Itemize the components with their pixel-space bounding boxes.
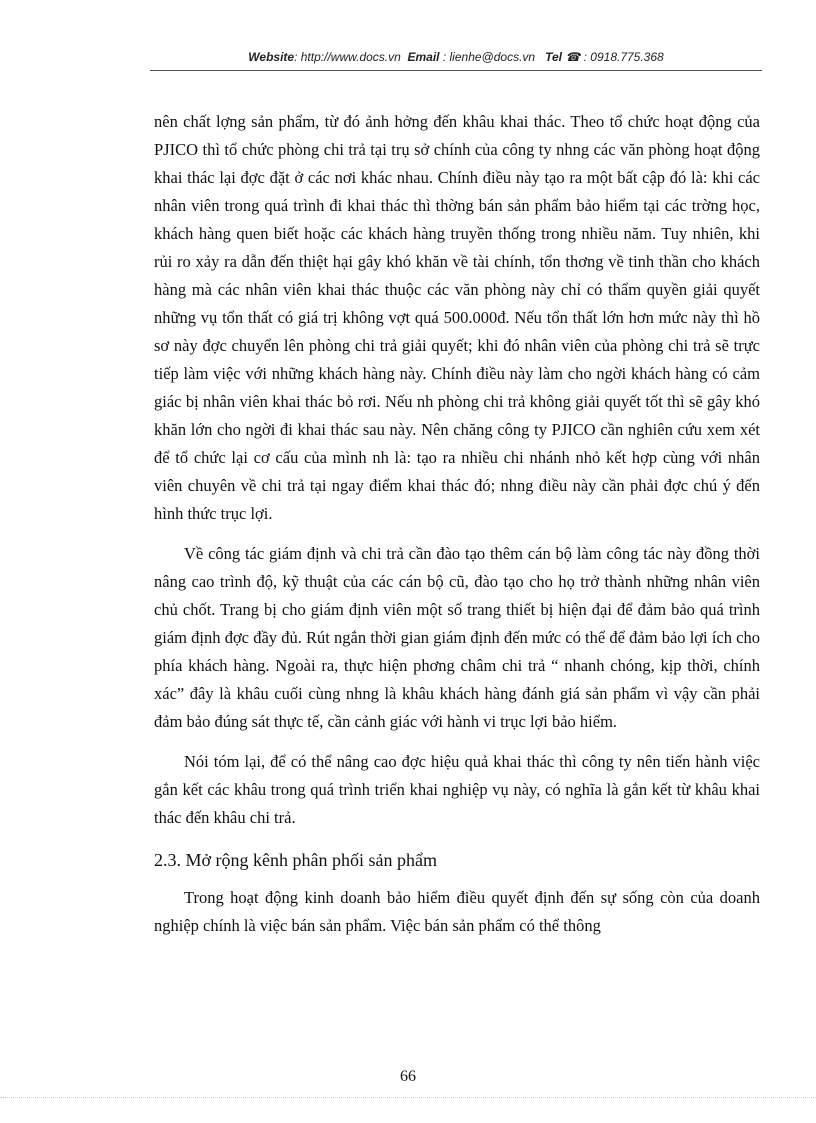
tel-label: Tel xyxy=(545,50,562,64)
paragraph-4: Trong hoạt động kinh doanh bảo hiểm điều quyết định đến sự sống còn của doanh nghiệp chính là việc bán sản phẩm. Việc bán sản phẩm có thể thông xyxy=(154,888,760,935)
footer-divider xyxy=(0,1097,816,1098)
document-body xyxy=(154,108,760,952)
paragraph-3: Nói tóm lại, để có thể nâng cao đợc hiệu quả khai thác thì công ty nên tiến hành việc gắn kết các khâu trong quá trình triển khai nghiệp vụ này, có nghĩa là gắn kết từ khâu khai thác đến khâu chi trả. xyxy=(154,752,760,827)
paragraph-1: nên chất lợng sản phẩm, từ đó ảnh hởng đến khâu khai thác. Theo tổ chức hoạt động của PJICO thì tổ chức phòng chi trả tại trụ sở chính của công ty nhng các văn phòng hoạt động khai thác lại đợc đặt ở các nơi khác nhau. Chính điều này tạo ra một bất cập đó là: khi các nhân viên trong quá trình đi khai thác thì thờng bán sản phẩm bảo hiểm tại các trờng học, khách hàng quen biết hoặc các khách hàng truyền thống trong nhiều năm. Tuy nhiên, khi rủi ro xảy ra dẫn đến thiệt hại gây khó khăn về tài chính, tổn thơng về tinh thần cho khách hàng mà các nhân viên khai thác thuộc các văn phòng này chỉ có thẩm quyền giải quyết những vụ tổn thất có giá trị không vợt quá 500.000đ. Nếu tổn thất lớn hơn mức này thì hồ sơ này đợc chuyển lên phòng chi trả giải quyết; khi đó nhân viên của phòng chi trả sẽ trực tiếp làm việc với những khách hàng này. Chính điều này làm cho ngời khách hàng có cảm giác bị nhân viên khai thác bỏ rơi. Nếu nh phòng chi trả không giải quyết tốt thì sẽ gây khó khăn lớn cho ngời đi khai thác sau này. Nên chăng công ty PJICO cần nghiên cứu xem xét để tổ chức lại cơ cấu của mình nh là: tạo ra nhiều chi nhánh nhỏ kết hợp cùng với nhân viên chuyên về chi trả tại ngay điểm khai thác đó; nhng điều này cần phải đợc chú ý đến hình thức trục lợi. xyxy=(154,112,760,523)
website-label: Website xyxy=(248,50,295,64)
tel-value: ☎ : 0918.775.368 xyxy=(565,50,664,64)
website-value: : http://www.docs.vn xyxy=(294,50,401,64)
email-label: Email xyxy=(407,50,440,64)
header-divider xyxy=(150,70,762,71)
page-number: 66 xyxy=(400,1068,416,1085)
section-heading: 2.3. Mở rộng kênh phân phối sản phẩm xyxy=(154,850,437,870)
email-value: : lienhe@docs.vn xyxy=(442,50,536,64)
page-header xyxy=(150,50,762,64)
paragraph-2: Về công tác giám định và chi trả cần đào tạo thêm cán bộ làm công tác này đồng thời nâng cao trình độ, kỹ thuật của các cán bộ cũ, đào tạo cho họ trở thành những nhân viên chủ chốt. Trang bị cho giám định viên một số trang thiết bị hiện đại để đảm bảo quá trình giám định đợc đầy đủ. Rút ngắn thời gian giám định đến mức có thể để đảm bảo lợi ích cho phía khách hàng. Ngoài ra, thực hiện phơng châm chi trả “ nhanh chóng, kịp thời, chính xác” đây là khâu cuối cùng nhng là khâu khách hàng đánh giá sản phẩm vì vậy cần phải đảm bảo đúng sát thực tế, cần cảnh giác với hành vi trục lợi bảo hiểm. xyxy=(154,544,760,731)
